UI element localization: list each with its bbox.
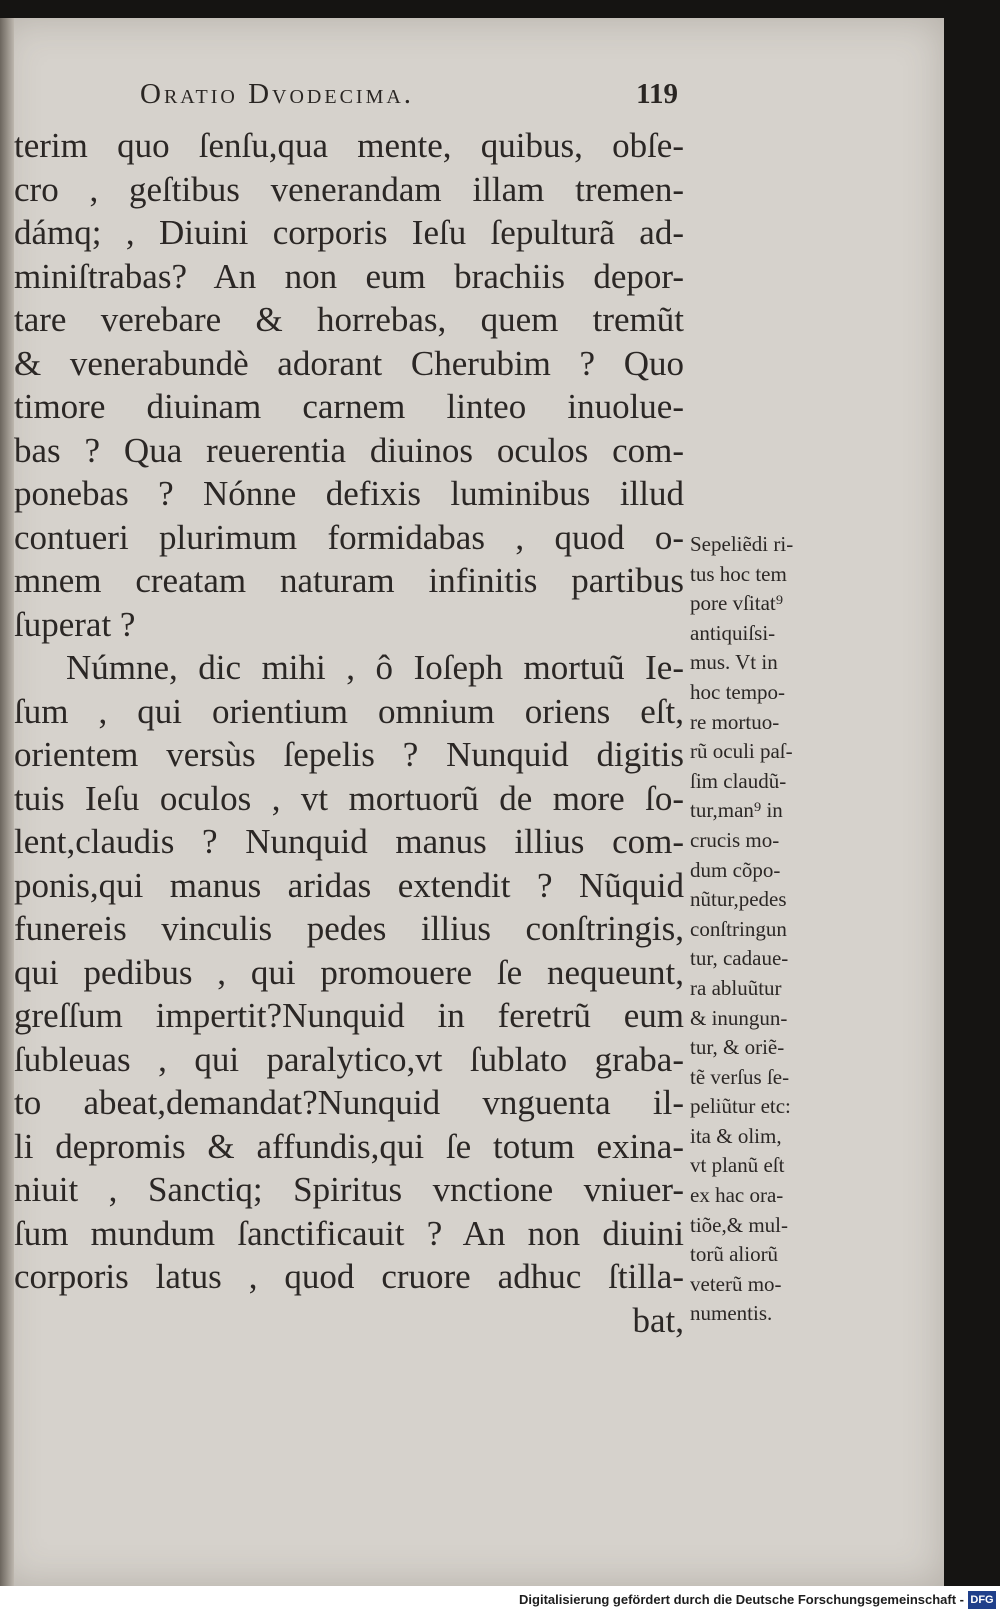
text-line: qui pedibus , qui promouere ſe nequeunt, xyxy=(14,952,684,992)
digitization-footer xyxy=(0,1586,1000,1617)
note-line: numentis. xyxy=(690,1301,773,1326)
note-line: tur,man⁹ in xyxy=(690,798,783,823)
text-line: ſum mundum ſanctificauit ? An non diuini xyxy=(14,1213,684,1253)
text-line: mnem creatam naturam infinitis partibus xyxy=(14,561,684,600)
note-line: rũ oculi paſ- xyxy=(690,739,793,764)
text-line: ponebas ? Nónne defixis luminibus illud xyxy=(14,474,684,513)
note-line: tẽ verſus ſe- xyxy=(690,1064,790,1089)
page-header xyxy=(140,78,700,118)
note-line: mus. Vt in xyxy=(690,650,778,675)
note-line: vt planũ eſt xyxy=(690,1153,785,1178)
dfg-logo[interactable]: DFG xyxy=(968,1591,996,1609)
text-line: ſubleuas , qui paralytico,vt ſublato graba- xyxy=(14,1039,684,1079)
note-line: dum cõpo- xyxy=(690,857,781,882)
main-text-block xyxy=(14,124,684,1342)
text-line: tuis Ieſu oculos , vt mortuorũ de more ſo- xyxy=(14,778,684,818)
text-line: corporis latus , quod cruore adhuc ſtilla- xyxy=(14,1257,684,1296)
note-line: tiõe,& mul- xyxy=(690,1212,788,1237)
text-line: ſum , qui orientium omnium oriens eſt, xyxy=(14,691,684,731)
note-line: & inungun- xyxy=(690,1005,788,1030)
text-line: tare verebare & horrebas, quem tremũt xyxy=(14,300,684,339)
page-gutter xyxy=(0,18,14,1586)
text-line: ponis,qui manus aridas extendit ? Nũquid xyxy=(14,865,684,905)
text-line: niuit , Sanctiq; Spiritus vnctione vniuer- xyxy=(14,1170,684,1209)
page-number: 119 xyxy=(636,78,678,110)
note-line: peliũtur etc: xyxy=(690,1094,791,1119)
note-line: ex hac ora- xyxy=(690,1183,784,1208)
text-line: dámq; , Diuini corporis Ieſu ſepulturã ad- xyxy=(14,213,684,252)
note-line: re mortuo- xyxy=(690,709,780,734)
note-line: tur, & oriẽ- xyxy=(690,1035,785,1060)
text-line: li depromis & affundis,qui ſe totum exina- xyxy=(14,1126,684,1166)
text-line: orientem versùs ſepelis ? Nunquid digitis xyxy=(14,735,684,774)
text-line: bas ? Qua reuerentia diuinos oculos com- xyxy=(14,430,684,470)
note-line: tus hoc tem xyxy=(690,561,787,586)
note-line: torũ aliorũ xyxy=(690,1242,779,1267)
note-line: crucis mo- xyxy=(690,827,780,852)
note-line: ra abluũtur xyxy=(690,975,782,1000)
catchword-line: bat, xyxy=(632,1300,684,1340)
text-line: timore diuinam carnem linteo inuolue- xyxy=(14,387,684,426)
text-line: to abeat,demandat?Nunquid vnguenta il- xyxy=(14,1083,684,1122)
text-line: ſuperat ? xyxy=(14,604,136,644)
text-line: lent,claudis ? Nunquid manus illius com- xyxy=(14,822,684,861)
note-line: antiquiſsi- xyxy=(690,620,776,645)
note-line: conſtringun xyxy=(690,916,787,941)
running-title: Oratio Dvodecima. xyxy=(140,78,415,110)
note-line: hoc tempo- xyxy=(690,679,786,704)
funding-credit: Digitalisierung gefördert durch die Deutsche Forschungsgemeinschaft - xyxy=(519,1592,964,1607)
note-line: tur, cadaue- xyxy=(690,946,789,971)
text-line: terim quo ſenſu,qua mente, quibus, obſe- xyxy=(14,126,684,165)
note-line: veterũ mo- xyxy=(690,1271,782,1296)
note-line: ita & olim, xyxy=(690,1123,782,1148)
note-line: pore vſitat⁹ xyxy=(690,591,784,616)
note-line: Sepeliẽdi ri- xyxy=(690,532,794,556)
text-line: contueri plurimum formidabas , quod o- xyxy=(14,517,684,557)
text-line: funereis vinculis pedes illius conſtringis, xyxy=(14,909,684,948)
text-line: cro , geſtibus venerandam illam tremen- xyxy=(14,169,684,209)
marginal-note xyxy=(690,530,838,1329)
text-line: & venerabundè adorant Cherubim ? Quo xyxy=(14,343,684,383)
note-line: nũtur,pedes xyxy=(690,887,787,912)
text-line: greſſum impertit?Nunquid in feretrũ eum xyxy=(14,996,684,1035)
text-line: miniſtrabas? An non eum brachiis depor- xyxy=(14,256,684,296)
note-line: ſim claudũ- xyxy=(690,768,787,793)
text-line: Númne, dic mihi , ô Ioſeph mortuũ Ie- xyxy=(66,648,684,687)
